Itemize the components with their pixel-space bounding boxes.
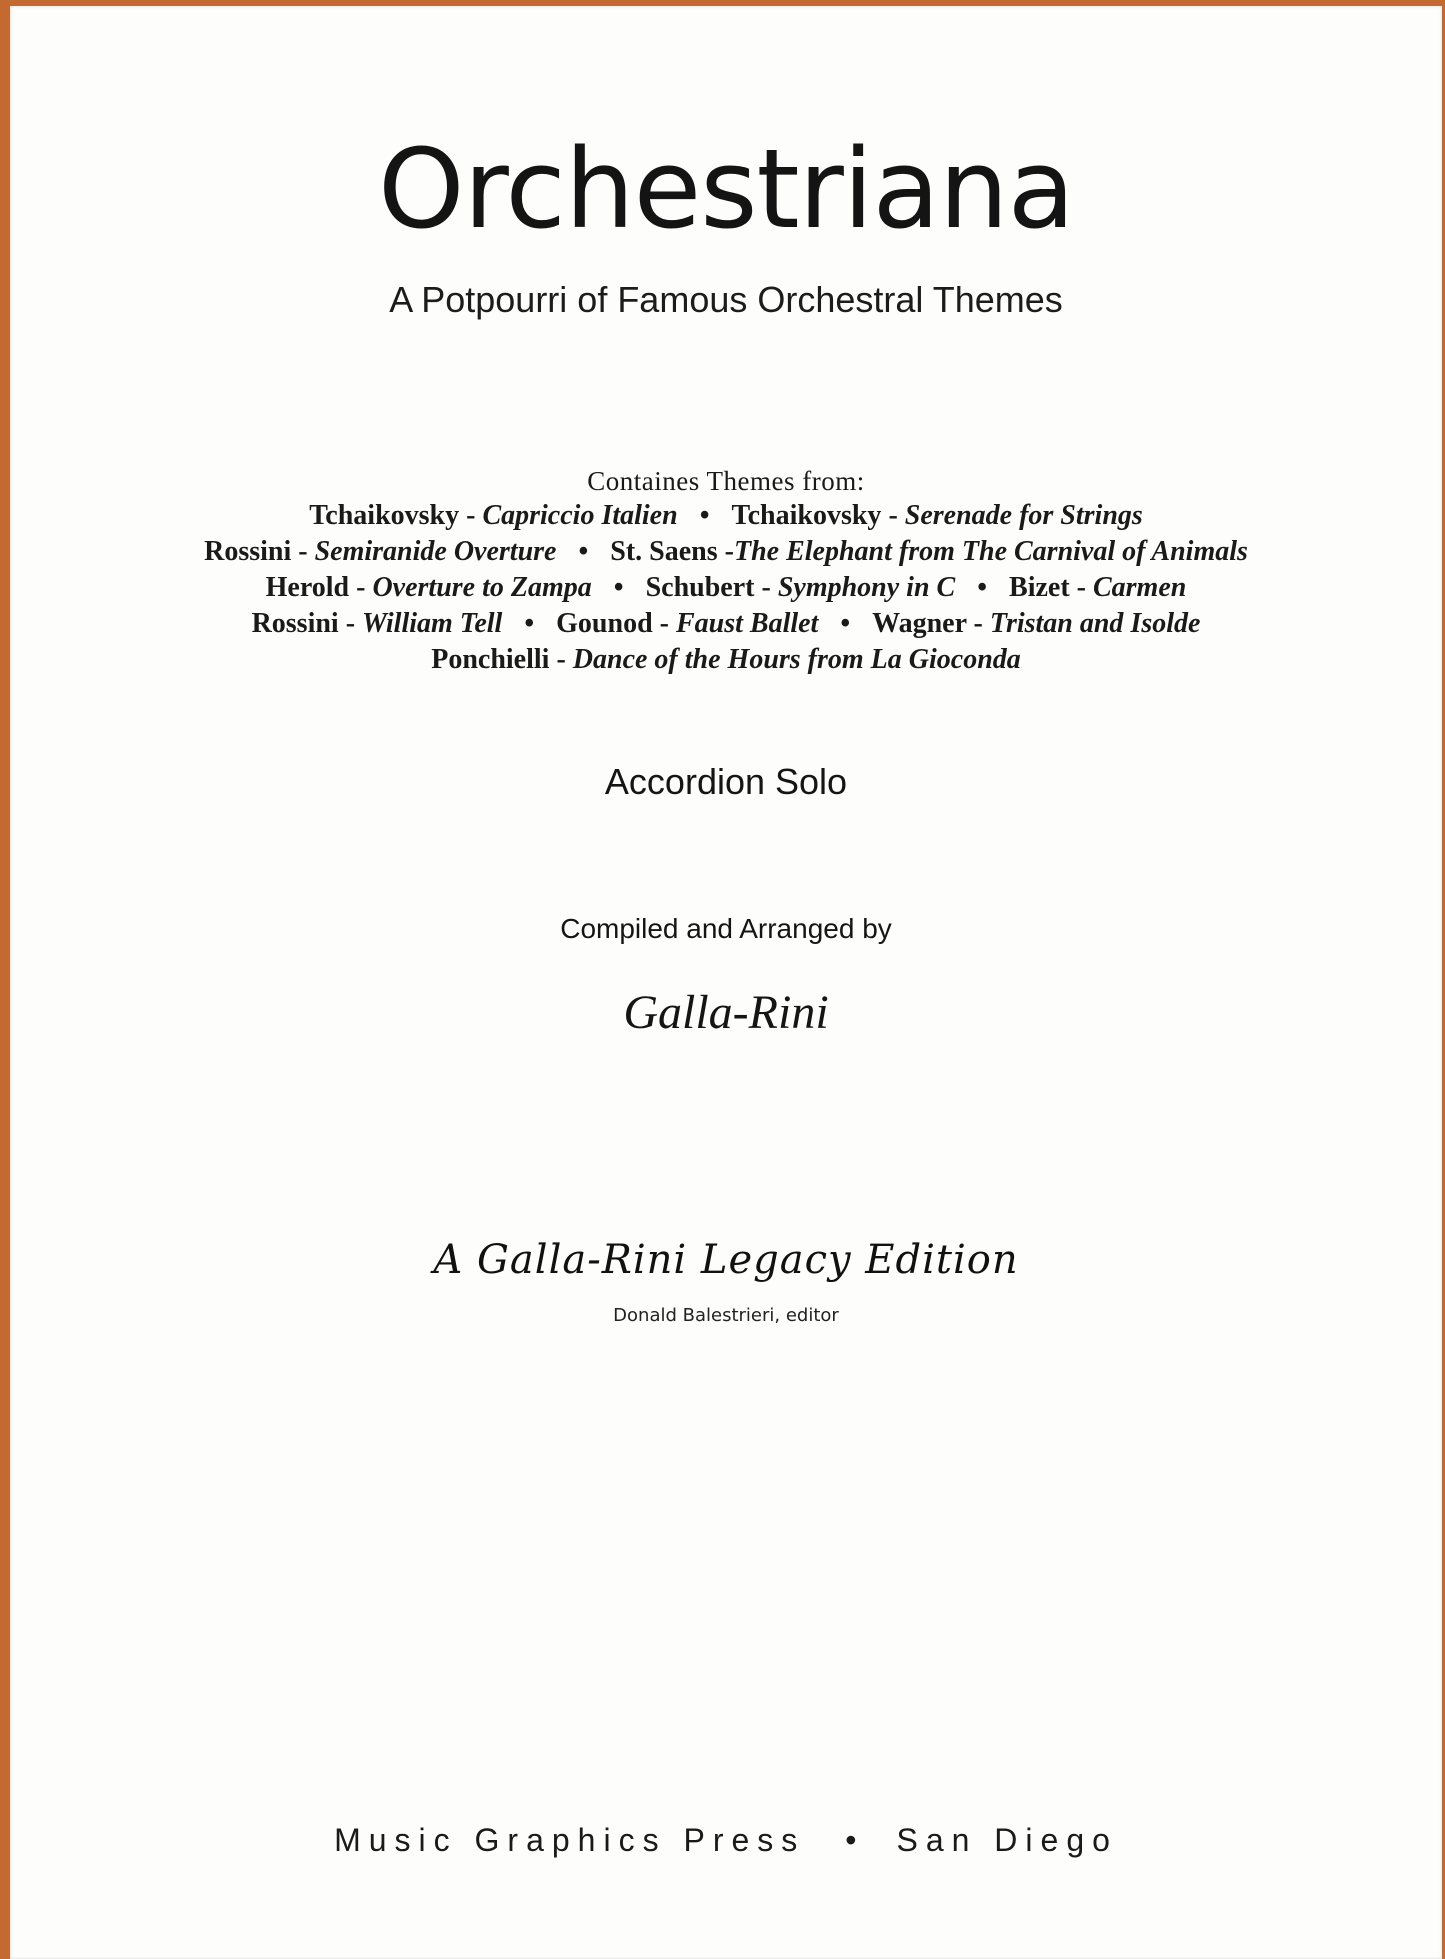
- composer-name: Bizet: [1009, 572, 1070, 603]
- work-title: Semiranide Overture: [314, 536, 557, 567]
- composer-name: Tchaikovsky: [731, 500, 882, 531]
- publisher-city: San Diego: [896, 1822, 1118, 1858]
- theme-row: [10, 498, 1442, 534]
- composer-name: Wagner: [872, 608, 967, 639]
- theme-dash: -: [1069, 572, 1093, 603]
- theme-separator: •: [613, 572, 624, 603]
- composer-name: Herold: [265, 572, 350, 603]
- theme-dash: -: [881, 500, 905, 531]
- work-title: Overture to Zampa: [372, 572, 592, 603]
- work-title: Faust Ballet: [675, 608, 819, 639]
- credit-label: Compiled and Arranged by: [560, 913, 892, 944]
- theme-separator: •: [524, 608, 535, 639]
- work-title: William Tell: [362, 608, 503, 639]
- theme-dash: -: [549, 644, 573, 675]
- work-title: Tristan and Isolde: [989, 608, 1201, 639]
- theme-dash: -: [966, 608, 990, 639]
- theme-separator: •: [578, 536, 589, 567]
- theme-dash: -: [291, 536, 315, 567]
- publisher-footer: [10, 1820, 1442, 1860]
- composer-name: Rossini: [251, 608, 339, 639]
- composer-name: Rossini: [204, 536, 292, 567]
- theme-dash: -: [459, 500, 483, 531]
- composer-name: St. Saens: [610, 536, 718, 567]
- work-title: Dance of the Hours from La Gioconda: [572, 644, 1021, 675]
- legacy-edition-signature: A Galla-Rini Legacy Edition: [433, 1237, 1019, 1283]
- composer-name: Ponchielli: [431, 644, 550, 675]
- theme-separator: •: [977, 572, 988, 603]
- composer-name: Gounod: [556, 608, 653, 639]
- arranger-name: Galla-Rini: [623, 986, 829, 1039]
- work-title: Symphony in C: [777, 572, 956, 603]
- instrument-label: Accordion Solo: [604, 761, 848, 802]
- theme-separator: •: [699, 500, 710, 531]
- work-title: The Elephant from The Carnival of Animals: [733, 536, 1248, 567]
- themes-list: [10, 464, 1442, 678]
- cover-page: [10, 6, 1442, 1959]
- theme-separator: •: [840, 608, 851, 639]
- composer-name: Schubert: [645, 572, 755, 603]
- work-title: Capriccio Italien: [482, 500, 678, 531]
- theme-row: [10, 570, 1442, 606]
- work-title: Carmen: [1092, 572, 1187, 603]
- theme-row: [10, 642, 1442, 678]
- theme-dash: -: [338, 608, 363, 639]
- theme-dash: -: [652, 608, 676, 639]
- theme-rows: [10, 498, 1442, 678]
- footer-separator: •: [845, 1822, 857, 1858]
- editor-line: Donald Balestrieri, editor: [613, 1305, 839, 1326]
- theme-row: [10, 534, 1442, 570]
- subtitle: A Potpourri of Famous Orchestral Themes: [389, 279, 1063, 320]
- work-title: Serenade for Strings: [904, 500, 1143, 531]
- composer-name: Tchaikovsky: [309, 500, 460, 531]
- publisher-name: Music Graphics Press: [334, 1822, 806, 1858]
- themes-intro: Containes Themes from:: [587, 466, 865, 496]
- theme-row: [10, 606, 1442, 642]
- theme-dash: -: [754, 572, 778, 603]
- theme-dash: -: [717, 536, 734, 567]
- theme-dash: -: [349, 572, 373, 603]
- title: Orchestriana: [377, 125, 1075, 253]
